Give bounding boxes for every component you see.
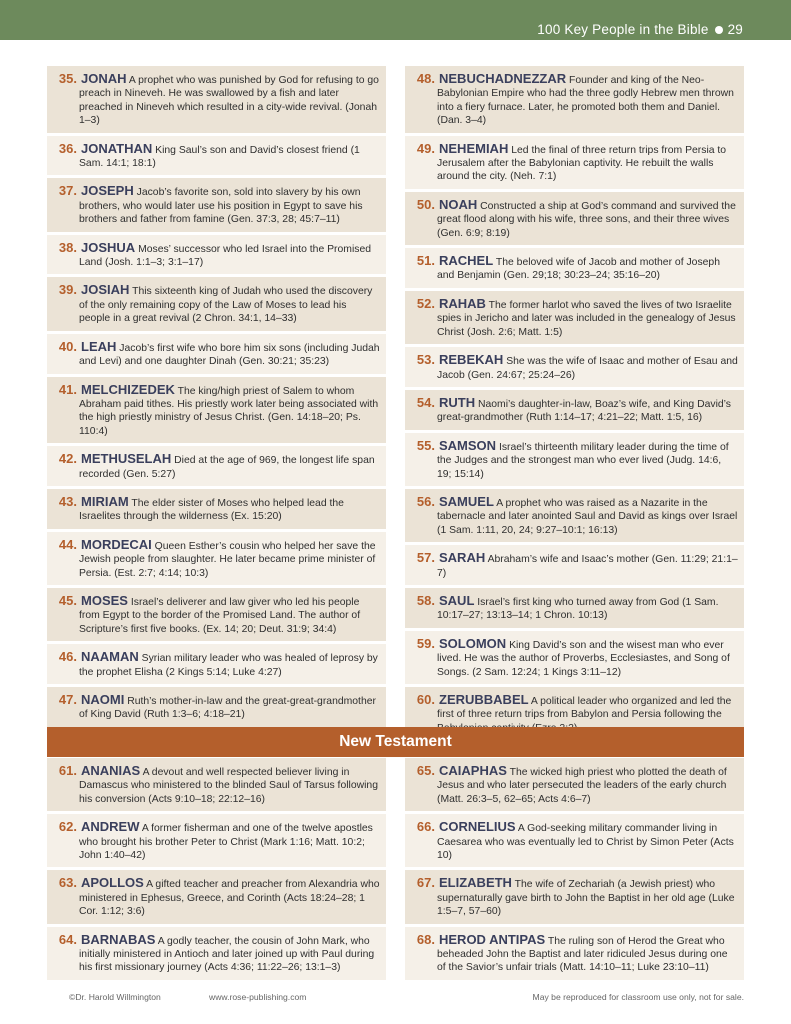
person-description: Constructed a ship at God’s command and survived the great flood along with his wife, three sons, and their three wives (Gen. 6:9; 8:19) — [437, 200, 736, 239]
entry-number: 44. — [58, 536, 77, 552]
person-name: METHUSELAH — [81, 451, 172, 467]
person-description: Founder and king of the Neo-Babylonian Empire who had the three godly Hebrew men thrown into a fiery furnace. Later, he promoted both them and Daniel. (Dan. 3–4) — [437, 75, 734, 127]
person-description: Israel’s deliverer and law giver who led his people from Egypt to the border of the Promised Land. The author of Scripture’s first five books. (Ex. 14; 20; Deut. 31:9; 34:4) — [79, 596, 361, 635]
footer-website: www.rose-publishing.com — [209, 992, 307, 1002]
person-entry — [47, 178, 386, 231]
person-description: Israel’s thirteenth military leader during the time of the Judges and the strongest man who ever lived (Judg. 14:6, 19; 15:14) — [437, 441, 729, 480]
person-description: The ruling son of Herod the Great who beheaded John the Baptist and later ridiculed Jesus during one of the Savior’s unfair trials (Matt. 14:10–11; Luke 23:10–11) — [437, 935, 728, 974]
person-description: This sixteenth king of Judah who used the discovery of the only remaining copy of the Law of Moses to lead his people in a great revival (2 Chron. 34:1, 14–33) — [79, 286, 373, 325]
person-name: NEHEMIAH — [439, 140, 509, 156]
entry-number: 64. — [58, 931, 77, 947]
person-description: Queen Esther’s cousin who helped her save the Jewish people from slaughter. He later became prime minister of Persia. (Est. 2:7; 4:14; 10:3) — [79, 540, 376, 579]
person-entry — [405, 927, 744, 980]
person-name: ELIZABETH — [439, 875, 512, 891]
person-description: Jacob’s first wife who bore him six sons (including Judah and Levi) and one daughter Dinah (Gen. 30:21; 35:23) — [79, 342, 380, 368]
person-description: Led the final of three return trips from Persia to Jerusalem after the Babylonian captivity. He rebuilt the walls around the city. (Neh. 7:1) — [437, 144, 727, 183]
entry-number: 62. — [58, 819, 77, 835]
entry-number: 43. — [58, 493, 77, 509]
person-name: NOAH — [439, 196, 478, 212]
person-name: NAAMAN — [81, 649, 139, 665]
person-entry — [47, 814, 386, 867]
person-entry — [47, 136, 386, 176]
entry-number: 61. — [58, 763, 77, 778]
person-entry — [405, 291, 744, 344]
old-testament-left-column — [47, 66, 386, 730]
page-number: 29 — [727, 22, 743, 37]
page-header-bar — [0, 0, 791, 40]
person-name: RACHEL — [439, 253, 494, 269]
person-name: SAMSON — [439, 437, 497, 453]
entry-number: 53. — [416, 352, 435, 368]
person-entry — [47, 489, 386, 529]
entry-number: 63. — [58, 875, 77, 891]
person-name: JOSEPH — [81, 183, 134, 199]
person-entry — [405, 136, 744, 189]
person-name: JONATHAN — [81, 140, 153, 156]
person-entry — [47, 334, 386, 374]
person-name: HEROD ANTIPAS — [439, 931, 546, 947]
person-entry — [405, 433, 744, 486]
person-name: MOSES — [81, 592, 128, 608]
person-entry — [405, 814, 744, 867]
entry-number: 49. — [416, 140, 435, 156]
person-entry — [47, 687, 386, 727]
entry-number: 58. — [416, 592, 435, 608]
person-name: RUTH — [439, 394, 476, 410]
entry-number: 59. — [416, 635, 435, 651]
person-name: RAHAB — [439, 295, 486, 311]
person-entry — [47, 870, 386, 923]
person-entry — [47, 927, 386, 980]
person-entry — [405, 870, 744, 923]
person-description: Jacob’s favorite son, sold into slavery by his own brothers, who would later use his position in Egypt to save his brothers and father from famine (Gen. 37:3, 28; 45:7–11) — [79, 187, 363, 226]
person-description: The former harlot who saved the lives of two Israelite spies in Jericho and later was included in the genealogy of Jesus Christ (Josh. 2:6; Matt. 1:5) — [437, 299, 736, 338]
entry-number: 35. — [58, 71, 77, 86]
person-description: The beloved wife of Jacob and mother of Joseph and Benjamin (Gen. 29;18; 30:23–24; 35:16–20) — [437, 257, 720, 282]
person-description: The king/high priest of Salem to whom Abraham paid tithes. His priestly work later being associated with the high priestly ministry of Jesus Christ. (Gen. 14:18–20; Ps. 110:4) — [79, 385, 379, 437]
old-testament-right-column — [405, 66, 744, 743]
person-entry — [47, 644, 386, 684]
person-description: King Saul’s son and David’s closest friend (1 Sam. 14:1; 18:1) — [79, 144, 360, 170]
person-entry — [405, 192, 744, 245]
person-description: King David’s son and the wisest man who ever lived. He was the author of Proverbs, Ecclesiastes, and Song of Songs. (2 Sam. 12:24; 1 Kings 3:11–12) — [437, 639, 730, 678]
entry-number: 47. — [58, 692, 77, 707]
entry-number: 38. — [58, 239, 77, 255]
person-entry — [405, 66, 744, 133]
page-header-title: 100 Key People in the Bible — [537, 22, 709, 37]
person-name: JONAH — [81, 71, 127, 86]
entry-number: 66. — [416, 819, 435, 835]
entry-number: 48. — [416, 71, 435, 86]
person-description: A political leader who organized and led the first of three return trips from Babylon and Persia following the — [437, 696, 732, 721]
person-name: ANANIAS — [81, 763, 141, 778]
page-header — [537, 22, 743, 37]
person-entry — [405, 758, 744, 811]
person-entry — [47, 758, 386, 811]
entry-number: 67. — [416, 875, 435, 891]
person-description: Died at the age of 969, the longest life span recorded (Gen. 5:27) — [79, 455, 375, 480]
entry-number: 52. — [416, 295, 435, 311]
person-entry — [47, 277, 386, 330]
footer-notice: May be reproduced for classroom use only, not for sale. — [532, 992, 744, 1002]
person-description: Moses’ successor who led Israel into the Promised Land (Josh. 1:1–3; 3:1–17) — [79, 243, 372, 269]
person-name: SAUL — [439, 592, 475, 608]
person-entry — [47, 532, 386, 585]
person-name: ZERUBBABEL — [439, 692, 529, 707]
person-entry — [47, 66, 386, 133]
person-entry — [47, 235, 386, 275]
entry-number: 46. — [58, 649, 77, 665]
person-name: SAMUEL — [439, 493, 494, 509]
entry-number: 56. — [416, 493, 435, 509]
person-name: SOLOMON — [439, 635, 507, 651]
person-name: LEAH — [81, 338, 117, 354]
person-entry — [405, 248, 744, 288]
person-name: CORNELIUS — [439, 819, 516, 835]
person-description: She was the wife of Isaac and mother of Esau and Jacob (Gen. 24:67; 25:24–26) — [437, 356, 738, 381]
person-entry — [405, 545, 744, 585]
person-description: A prophet who was raised as a Nazarite in the tabernacle and later anointed Saul and David as kings over Israel (1 Sam. 1:11, 20, 24; 9:27–10:1; 16:13) — [437, 497, 738, 536]
person-description: A prophet who was punished by God for refusing to go preach in Nineveh. He was swallowed by a fish and later preached in Nineveh which resulted in a city-wide revival. (Jonah 1–3) — [79, 75, 379, 127]
person-entry — [47, 377, 386, 444]
new-testament-heading: New Testament — [47, 727, 744, 757]
entry-number: 50. — [416, 196, 435, 212]
person-entry — [405, 631, 744, 684]
person-description: A former fisherman and one of the twelve apostles who brought his brother Peter to Christ (Mark 1:16; Matt. 10:2; John 1:40–42) — [79, 823, 373, 862]
person-description: Abraham’s wife and Isaac’s mother (Gen. 11:29; 21:1–7) — [437, 554, 738, 579]
person-name: JOSIAH — [81, 282, 130, 298]
new-testament-left-column — [47, 758, 386, 983]
person-name: MIRIAM — [81, 493, 129, 509]
person-description: Ruth’s mother-in-law and the great-great-grandmother of King David (Ruth 1:3–6; 4:18–21) — [79, 696, 376, 721]
person-name: MELCHIZEDEK — [81, 381, 175, 397]
person-description: Syrian military leader who was healed of leprosy by the prophet Elisha (2 Kings 5:14; Luke 4:27) — [79, 653, 378, 678]
person-name: REBEKAH — [439, 352, 504, 368]
person-description: A God-seeking military commander living in Caesarea who was eventually led to Christ by Simon Peter (Acts 10) — [437, 823, 734, 862]
person-description: A devout and well respected believer living in Damascus who ministered to the blinded Saul of Tarsus following his conversion (Acts 9:10–18; 22:12–16) — [79, 767, 378, 805]
footer-copyright: ©Dr. Harold Willmington — [69, 992, 161, 1002]
entry-number: 55. — [416, 437, 435, 453]
entry-number: 60. — [416, 692, 435, 707]
person-name: NEBUCHADNEZZAR — [439, 71, 567, 86]
person-name: SARAH — [439, 550, 486, 566]
person-description: A godly teacher, the cousin of John Mark, who initially ministered in Antioch and later joined up with Paul during his first missionary journey (Acts 4:36; 11:22–26; 13:1–3) — [79, 935, 375, 974]
person-description: The wife of Zechariah (a Jewish priest) who supernaturally gave birth to John the Baptist in her old age (Luke 1:5–7, 57–60) — [437, 879, 735, 918]
person-entry — [47, 588, 386, 641]
person-entry — [405, 390, 744, 430]
person-entry — [405, 588, 744, 628]
entry-number: 65. — [416, 763, 435, 778]
new-testament-right-column — [405, 758, 744, 983]
entry-number: 45. — [58, 592, 77, 608]
person-name: APOLLOS — [81, 875, 144, 891]
entry-number: 54. — [416, 394, 435, 410]
person-name: BARNABAS — [81, 931, 156, 947]
person-entry — [405, 347, 744, 387]
person-name: JOSHUA — [81, 239, 136, 255]
entry-number: 51. — [416, 253, 435, 269]
person-description: The elder sister of Moses who helped lead the Israelites through the wilderness (Ex. 15:20) — [79, 497, 344, 523]
person-name: NAOMI — [81, 692, 125, 707]
person-name: ANDREW — [81, 819, 140, 835]
person-description: A gifted teacher and preacher from Alexandria who ministered in Ephesus, Greece, and Corinth (Acts 18:24–28; 1 Cor. 1:12; 3:6) — [79, 879, 380, 918]
person-description: The wicked high priest who plotted the death of Jesus and who later persecuted the leaders of the early church (Matt. 26:3–5, 62–65; Acts 4:6–7) — [437, 767, 727, 805]
person-entry — [405, 489, 744, 542]
bullet-dot-icon — [715, 26, 723, 34]
entry-number: 68. — [416, 931, 435, 947]
entry-number: 37. — [58, 183, 77, 199]
entry-number: 39. — [58, 282, 77, 298]
entry-number: 36. — [58, 140, 77, 156]
entry-number: 57. — [416, 550, 435, 566]
person-name: CAIAPHAS — [439, 763, 507, 778]
entry-number: 40. — [58, 338, 77, 354]
person-entry — [47, 446, 386, 486]
person-name: MORDECAI — [81, 536, 152, 552]
person-description: Israel’s first king who turned away from God (1 Sam. 10:17–27; 13:13–14; 1 Chron. 10:13) — [437, 596, 719, 622]
entry-number: 42. — [58, 451, 77, 467]
entry-number: 41. — [58, 381, 77, 397]
person-description: Naomi’s daughter-in-law, Boaz’s wife, and King David’s great-grandmother (Ruth 1:14–17; 4:21–22; Matt. 1:5, 16) — [437, 398, 731, 424]
